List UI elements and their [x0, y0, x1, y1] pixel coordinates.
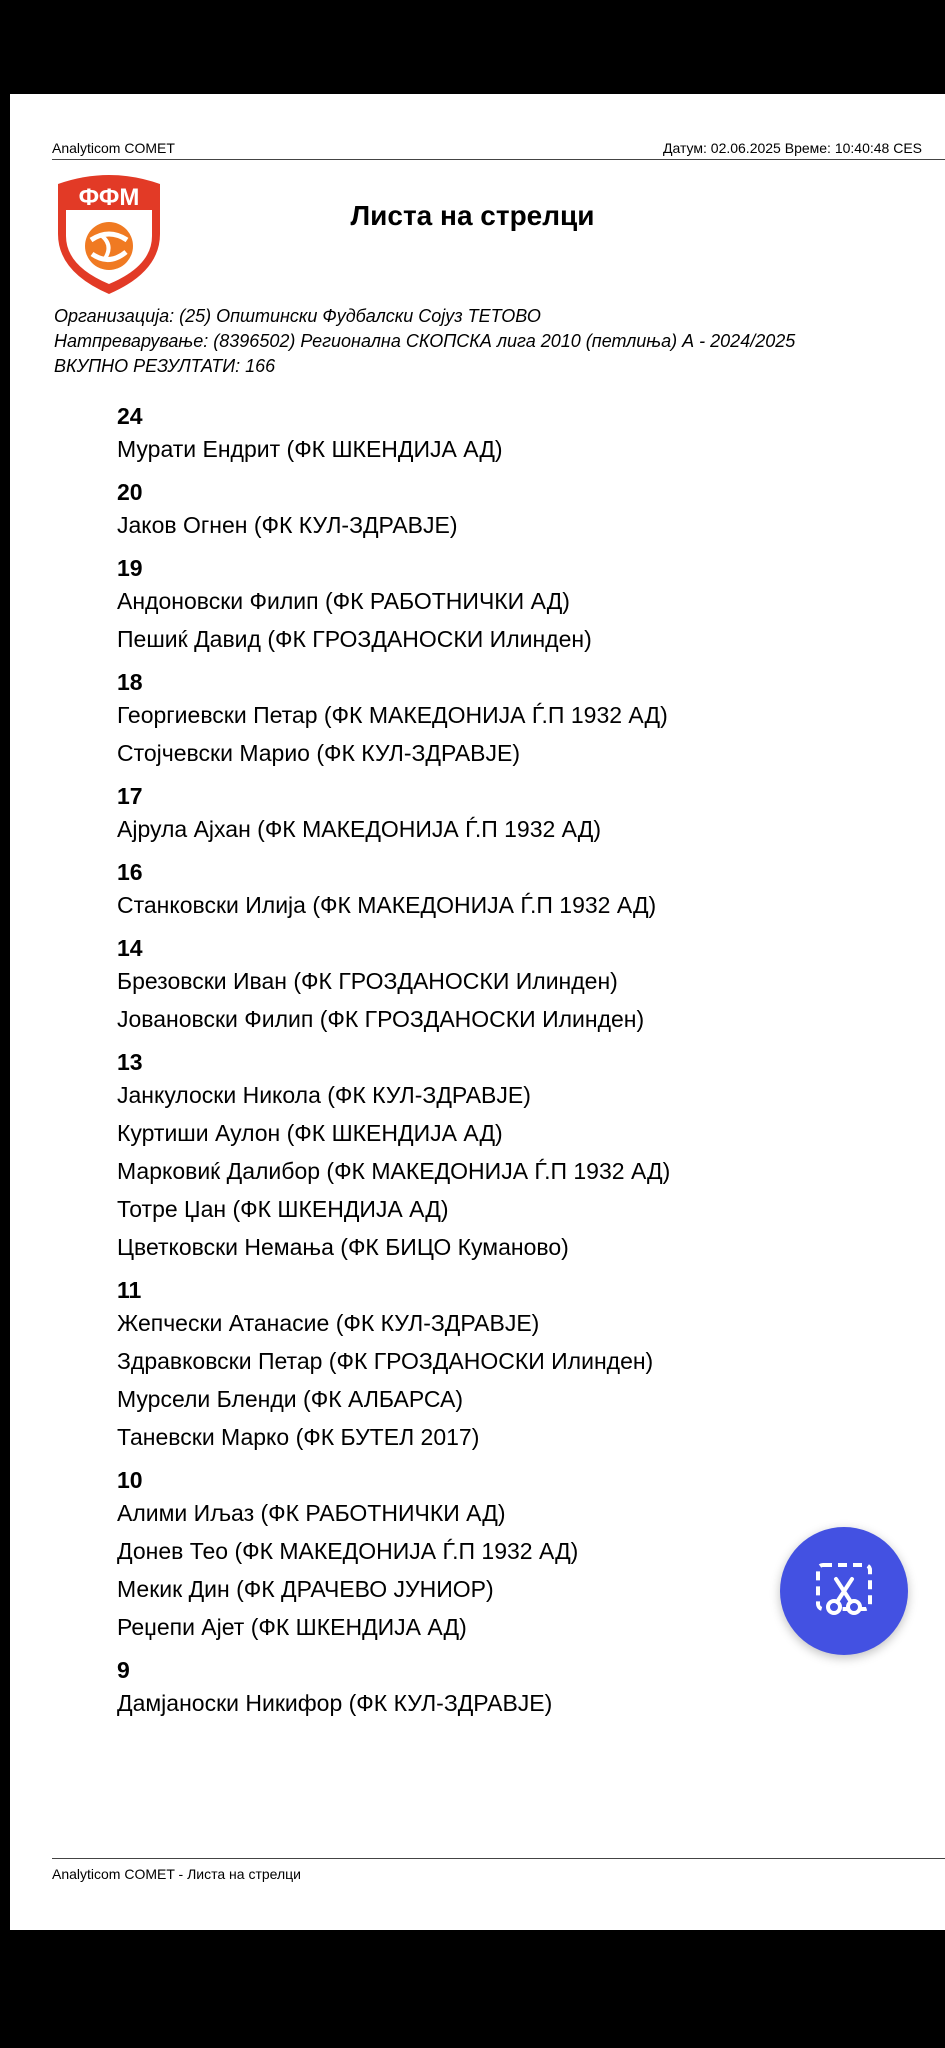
header-divider: [52, 159, 945, 160]
goals-count: 17: [117, 783, 143, 809]
player-entry: Таневски Марко (ФК БУТЕЛ 2017): [117, 1424, 480, 1450]
player-entry: Жепчески Атанасие (ФК КУЛ-ЗДРАВЈЕ): [117, 1310, 540, 1336]
player-entry: Реџепи Ајет (ФК ШКЕНДИЈА АД): [117, 1614, 467, 1640]
scorer-group: [117, 1656, 670, 1722]
header-app-name: Analyticom COMET: [52, 140, 175, 156]
document-page: [10, 94, 945, 1930]
scorer-group: [117, 668, 670, 772]
screenshot-scissors-icon: [812, 1559, 876, 1623]
competition-line: Натпреварување: (8396502) Регионална СКОПСКА лига 2010 (петлиња) А - 2024/2025: [54, 331, 796, 351]
goals-count: 10: [117, 1467, 143, 1493]
goals-count: 20: [117, 479, 143, 505]
player-entry: Стојчевски Марио (ФК КУЛ-ЗДРАВЈЕ): [117, 740, 520, 766]
scorer-group: [117, 478, 670, 544]
report-meta: [54, 304, 795, 379]
scorer-list: [117, 402, 670, 1732]
player-entry: Алими Иљаз (ФК РАБОТНИЧКИ АД): [117, 1500, 506, 1526]
scorer-group: [117, 554, 670, 658]
player-entry: Андоновски Филип (ФК РАБОТНИЧКИ АД): [117, 588, 570, 614]
logo-text: ФФМ: [78, 184, 140, 211]
player-entry: Јаков Огнен (ФК КУЛ-ЗДРАВЈЕ): [117, 512, 458, 538]
player-entry: Цветковски Немања (ФК БИЦО Куманово): [117, 1234, 569, 1260]
player-entry: Ајрула Ајхан (ФК МАКЕДОНИЈА Ѓ.П 1932 АД): [117, 816, 602, 842]
player-entry: Јанкулоски Никола (ФК КУЛ-ЗДРАВЈЕ): [117, 1082, 531, 1108]
player-entry: Тотре Џан (ФК ШКЕНДИЈА АД): [117, 1196, 449, 1222]
scorer-group: [117, 1466, 670, 1646]
footer-divider: [52, 1858, 945, 1859]
goals-count: 9: [117, 1657, 130, 1683]
player-entry: Брезовски Иван (ФК ГРОЗДАНОСКИ Илинден): [117, 968, 618, 994]
scorer-group: [117, 858, 670, 924]
scorer-group: [117, 934, 670, 1038]
scorer-group: [117, 1048, 670, 1266]
player-entry: Куртиши Аулон (ФК ШКЕНДИЈА АД): [117, 1120, 503, 1146]
screenshot-button[interactable]: [780, 1527, 908, 1655]
total-results-line: ВКУПНО РЕЗУЛТАТИ: 166: [54, 356, 276, 376]
goals-count: 24: [117, 403, 143, 429]
player-entry: Пешиќ Давид (ФК ГРОЗДАНОСКИ Илинден): [117, 626, 592, 652]
player-entry: Здравковски Петар (ФК ГРОЗДАНОСКИ Илинден): [117, 1348, 654, 1374]
player-entry: Мурсели Бленди (ФК АЛБАРСА): [117, 1386, 464, 1412]
player-entry: Дамјаноски Никифор (ФК КУЛ-ЗДРАВЈЕ): [117, 1690, 553, 1716]
page-title: Листа на стрелци: [350, 200, 595, 231]
player-entry: Георгиевски Петар (ФК МАКЕДОНИЈА Ѓ.П 1932 АД): [117, 702, 668, 728]
goals-count: 16: [117, 859, 143, 885]
scorer-group: [117, 402, 670, 468]
organization-line: Организација: (25) Општински Фудбалски Сојуз ТЕТОВО: [54, 306, 541, 326]
player-entry: Станковски Илија (ФК МАКЕДОНИЈА Ѓ.П 1932 АД): [117, 892, 657, 918]
player-entry: Донев Тео (ФК МАКЕДОНИЈА Ѓ.П 1932 АД): [117, 1538, 579, 1564]
goals-count: 18: [117, 669, 143, 695]
goals-count: 13: [117, 1049, 143, 1075]
scorer-group: [117, 1276, 670, 1456]
scorer-group: [117, 782, 670, 848]
goals-count: 11: [117, 1277, 142, 1303]
player-entry: Марковиќ Далибор (ФК МАКЕДОНИЈА Ѓ.П 1932 АД): [117, 1158, 671, 1184]
goals-count: 19: [117, 555, 143, 581]
header-datetime: Датум: 02.06.2025 Време: 10:40:48 CES: [663, 140, 923, 156]
player-entry: Мурати Ендрит (ФК ШКЕНДИЈА АД): [117, 436, 503, 462]
player-entry: Мекик Дин (ФК ДРАЧЕВО ЈУНИОР): [117, 1576, 494, 1602]
footer-text: Analyticom COMET - Листа на стрелци: [52, 1866, 301, 1882]
goals-count: 14: [117, 935, 143, 961]
player-entry: Јовановски Филип (ФК ГРОЗДАНОСКИ Илинден): [117, 1006, 645, 1032]
ffm-logo: [52, 170, 166, 296]
